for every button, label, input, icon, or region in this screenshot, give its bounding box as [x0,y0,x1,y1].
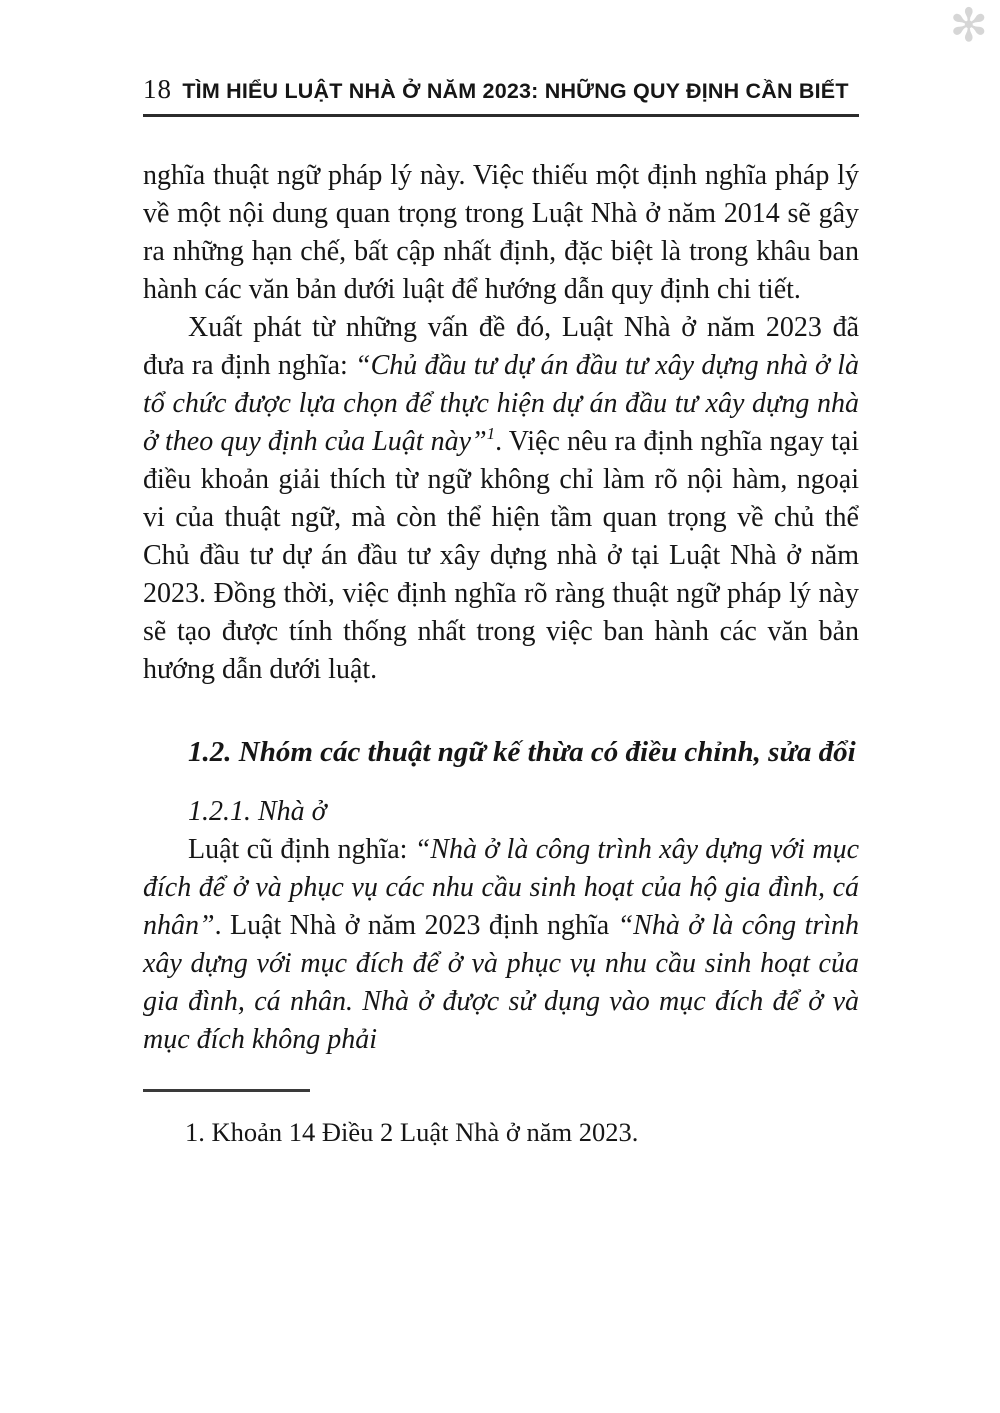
running-header [143,74,859,106]
flower-decor-icon: ✻ [949,0,988,52]
running-header-title: TÌM HIỂU LUẬT NHÀ Ở NĂM 2023: NHỮNG QUY ĐỊNH CẦN BIẾT [182,79,849,103]
nha-o-lead-text: Luật cũ định nghĩa: [188,834,415,865]
paragraph-intro-continuation: nghĩa thuật ngữ pháp lý này. Việc thiếu một định nghĩa pháp lý về một nội dung quan trọng trong Luật Nhà ở năm 2014 sẽ gây ra những hạn chế, bất cập nhất định, đặc biệt là trong khâu ban hành các văn bản dưới luật để hướng dẫn quy định chi tiết. [143,160,859,305]
nha-o-new-law-quote: “Nhà ở là công trình xây dựng với mục đích để ở và phục vụ nhu cầu sinh hoạt của gia đình, cá nhân. Nhà ở được sử dụng vào mục đích để ở và mục đích không phải [143,910,859,1055]
section-heading-1-2: 1.2. Nhóm các thuật ngữ kế thừa có điều chỉnh, sửa đổi [188,736,856,768]
paragraph-definition [143,309,859,689]
nha-o-old-law-quote: “Nhà ở là công trình xây dựng với mục đích để ở và phục vụ các nhu cầu sinh hoạt của hộ gia đình, cá nhân” [143,834,859,941]
definition-rest-text: . Việc nêu ra định nghĩa ngay tại điều khoản giải thích từ ngữ không chỉ làm rõ nội hàm, ngoại vi của thuật ngữ, mà còn thể hiện tầm quan trọng về chủ thể Chủ đầu tư dự án đầu tư xây dựng nhà ở tại Luật Nhà ở năm 2023. Đồng thời, việc định nghĩa rõ ràng thuật ngữ pháp lý này sẽ tạo được tính thống nhất trong việc ban hành các văn bản hướng dẫn dưới luật. [143,426,860,685]
page-number: 18 [143,74,172,104]
footnote-reference-marker: 1 [486,424,496,443]
subsection-heading-1-2-1: 1.2.1. Nhà ở [188,796,327,827]
page-content [143,74,859,1177]
footnote-text: 1. Khoản 14 Điều 2 Luật Nhà ở năm 2023. [185,1117,639,1147]
header-rule [143,114,859,117]
nha-o-middle-text: . Luật Nhà ở năm 2023 định nghĩa [214,910,618,941]
footnote-separator-rule [143,1089,310,1092]
definition-lead-text: Xuất phát từ những vấn đề đó, Luật Nhà ở năm 2023 đã đưa ra định nghĩa: [143,312,859,381]
body-text [143,157,859,1059]
definition-quote-text: “Chủ đầu tư dự án đầu tư xây dựng nhà ở là tổ chức được lựa chọn để thực hiện dự án đầu tư xây dựng nhà ở theo quy định của Luật này” [143,350,859,457]
paragraph-nha-o [143,831,859,1059]
